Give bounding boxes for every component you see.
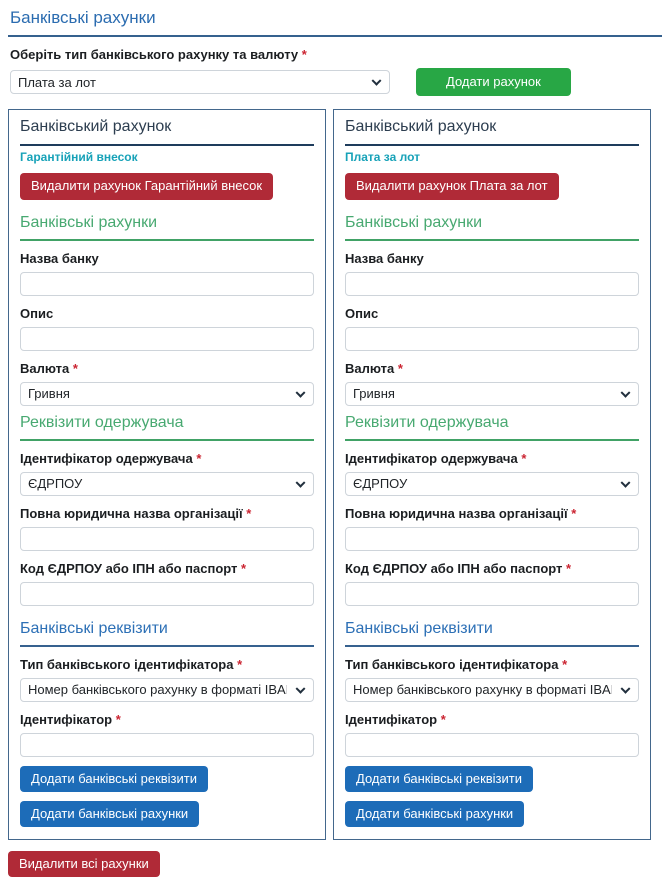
section-bank-details: Банківські реквізити (20, 620, 314, 647)
bank-id-type-select-wrap (20, 678, 314, 702)
currency-label-text: Валюта (20, 360, 70, 376)
required-asterisk: * (241, 560, 247, 576)
required-asterisk: * (562, 656, 568, 672)
description-input[interactable] (20, 327, 314, 351)
bank-name-label (20, 251, 314, 266)
legal-name-label-text: Повна юридична назва організації (345, 505, 568, 521)
bank-name-label-text: Назва банку (345, 250, 424, 266)
bank-id-type-label (345, 657, 639, 672)
add-bank-accounts-button[interactable]: Додати банківські рахунки (345, 801, 524, 827)
description-label (20, 306, 314, 321)
add-bank-accounts-button[interactable]: Додати банківські рахунки (20, 801, 199, 827)
currency-select[interactable] (20, 382, 314, 406)
legal-name-input[interactable] (20, 527, 314, 551)
section-bank-accounts: Банківські рахунки (20, 214, 314, 241)
identifier-label-text: Ідентифікатор (20, 711, 113, 727)
recipient-id-label (20, 451, 314, 466)
required-asterisk: * (521, 450, 527, 466)
bank-account-panel-lot-payment (333, 109, 651, 840)
section-bank-accounts: Банківські рахунки (345, 214, 639, 241)
edrpou-code-label (345, 561, 639, 576)
section-bank-details: Банківські реквізити (345, 620, 639, 647)
required-asterisk: * (115, 711, 121, 727)
edrpou-code-input[interactable] (345, 582, 639, 606)
account-type-selector-row (10, 68, 662, 96)
currency-select[interactable] (345, 382, 639, 406)
legal-name-label (345, 506, 639, 521)
required-asterisk: * (237, 656, 243, 672)
bank-name-input[interactable] (20, 272, 314, 296)
required-asterisk: * (571, 505, 577, 521)
recipient-id-select-wrap (345, 472, 639, 496)
edrpou-code-label (20, 561, 314, 576)
edrpou-code-label-text: Код ЄДРПОУ або ІПН або паспорт (345, 560, 563, 576)
account-panels-row (8, 109, 662, 840)
bank-id-type-select-wrap (345, 678, 639, 702)
delete-account-button[interactable]: Видалити рахунок Гарантійний внесок (20, 173, 273, 199)
bank-id-type-select[interactable] (20, 678, 314, 702)
required-asterisk: * (440, 711, 446, 727)
bank-name-label (345, 251, 639, 266)
currency-label (345, 361, 639, 376)
bank-name-input[interactable] (345, 272, 639, 296)
section-recipient: Реквізити одержувача (20, 414, 314, 441)
recipient-id-label (345, 451, 639, 466)
add-account-button[interactable]: Додати рахунок (416, 68, 571, 96)
required-asterisk: * (397, 360, 403, 376)
recipient-id-label-text: Ідентифікатор одержувача (20, 450, 193, 466)
page-title: Банківські рахунки (10, 8, 156, 27)
description-input[interactable] (345, 327, 639, 351)
required-asterisk: * (72, 360, 78, 376)
account-type-selector-label (10, 47, 662, 62)
title-divider (8, 35, 662, 37)
add-bank-details-button[interactable]: Додати банківські реквізити (20, 766, 208, 792)
bank-id-type-label (20, 657, 314, 672)
currency-label (20, 361, 314, 376)
identifier-label (20, 712, 314, 727)
description-label-text: Опис (20, 305, 54, 321)
required-asterisk: * (196, 450, 202, 466)
identifier-input[interactable] (20, 733, 314, 757)
edrpou-code-input[interactable] (20, 582, 314, 606)
recipient-id-select[interactable] (20, 472, 314, 496)
currency-select-wrap (345, 382, 639, 406)
account-type-select-wrap (10, 70, 390, 94)
identifier-label (345, 712, 639, 727)
required-asterisk: * (566, 560, 572, 576)
account-type-badge: Плата за лот (345, 150, 420, 165)
required-asterisk: * (301, 47, 307, 62)
recipient-id-select[interactable] (345, 472, 639, 496)
delete-all-accounts-button[interactable]: Видалити всі рахунки (8, 851, 160, 877)
delete-account-button[interactable]: Видалити рахунок Плата за лот (345, 173, 559, 199)
currency-select-wrap (20, 382, 314, 406)
description-label-text: Опис (345, 305, 379, 321)
description-label (345, 306, 639, 321)
recipient-id-select-wrap (20, 472, 314, 496)
legal-name-label-text: Повна юридична назва організації (20, 505, 243, 521)
account-type-badge: Гарантійний внесок (20, 150, 138, 165)
bank-name-label-text: Назва банку (20, 250, 99, 266)
currency-label-text: Валюта (345, 360, 395, 376)
bank-id-type-select[interactable] (345, 678, 639, 702)
legal-name-label (20, 506, 314, 521)
panel-title: Банківський рахунок (20, 118, 314, 146)
identifier-input[interactable] (345, 733, 639, 757)
delete-all-row (8, 851, 662, 877)
legal-name-input[interactable] (345, 527, 639, 551)
edrpou-code-label-text: Код ЄДРПОУ або ІПН або паспорт (20, 560, 238, 576)
add-bank-details-button[interactable]: Додати банківські реквізити (345, 766, 533, 792)
identifier-label-text: Ідентифікатор (345, 711, 438, 727)
section-recipient: Реквізити одержувача (345, 414, 639, 441)
account-type-selector-label-text: Оберіть тип банківського рахунку та валюту (10, 47, 299, 62)
bank-id-type-label-text: Тип банківського ідентифікатора (20, 656, 234, 672)
account-type-select[interactable] (10, 70, 390, 94)
required-asterisk: * (246, 505, 252, 521)
panel-title: Банківський рахунок (345, 118, 639, 146)
recipient-id-label-text: Ідентифікатор одержувача (345, 450, 518, 466)
bank-account-panel-guarantee (8, 109, 326, 840)
bank-id-type-label-text: Тип банківського ідентифікатора (345, 656, 559, 672)
